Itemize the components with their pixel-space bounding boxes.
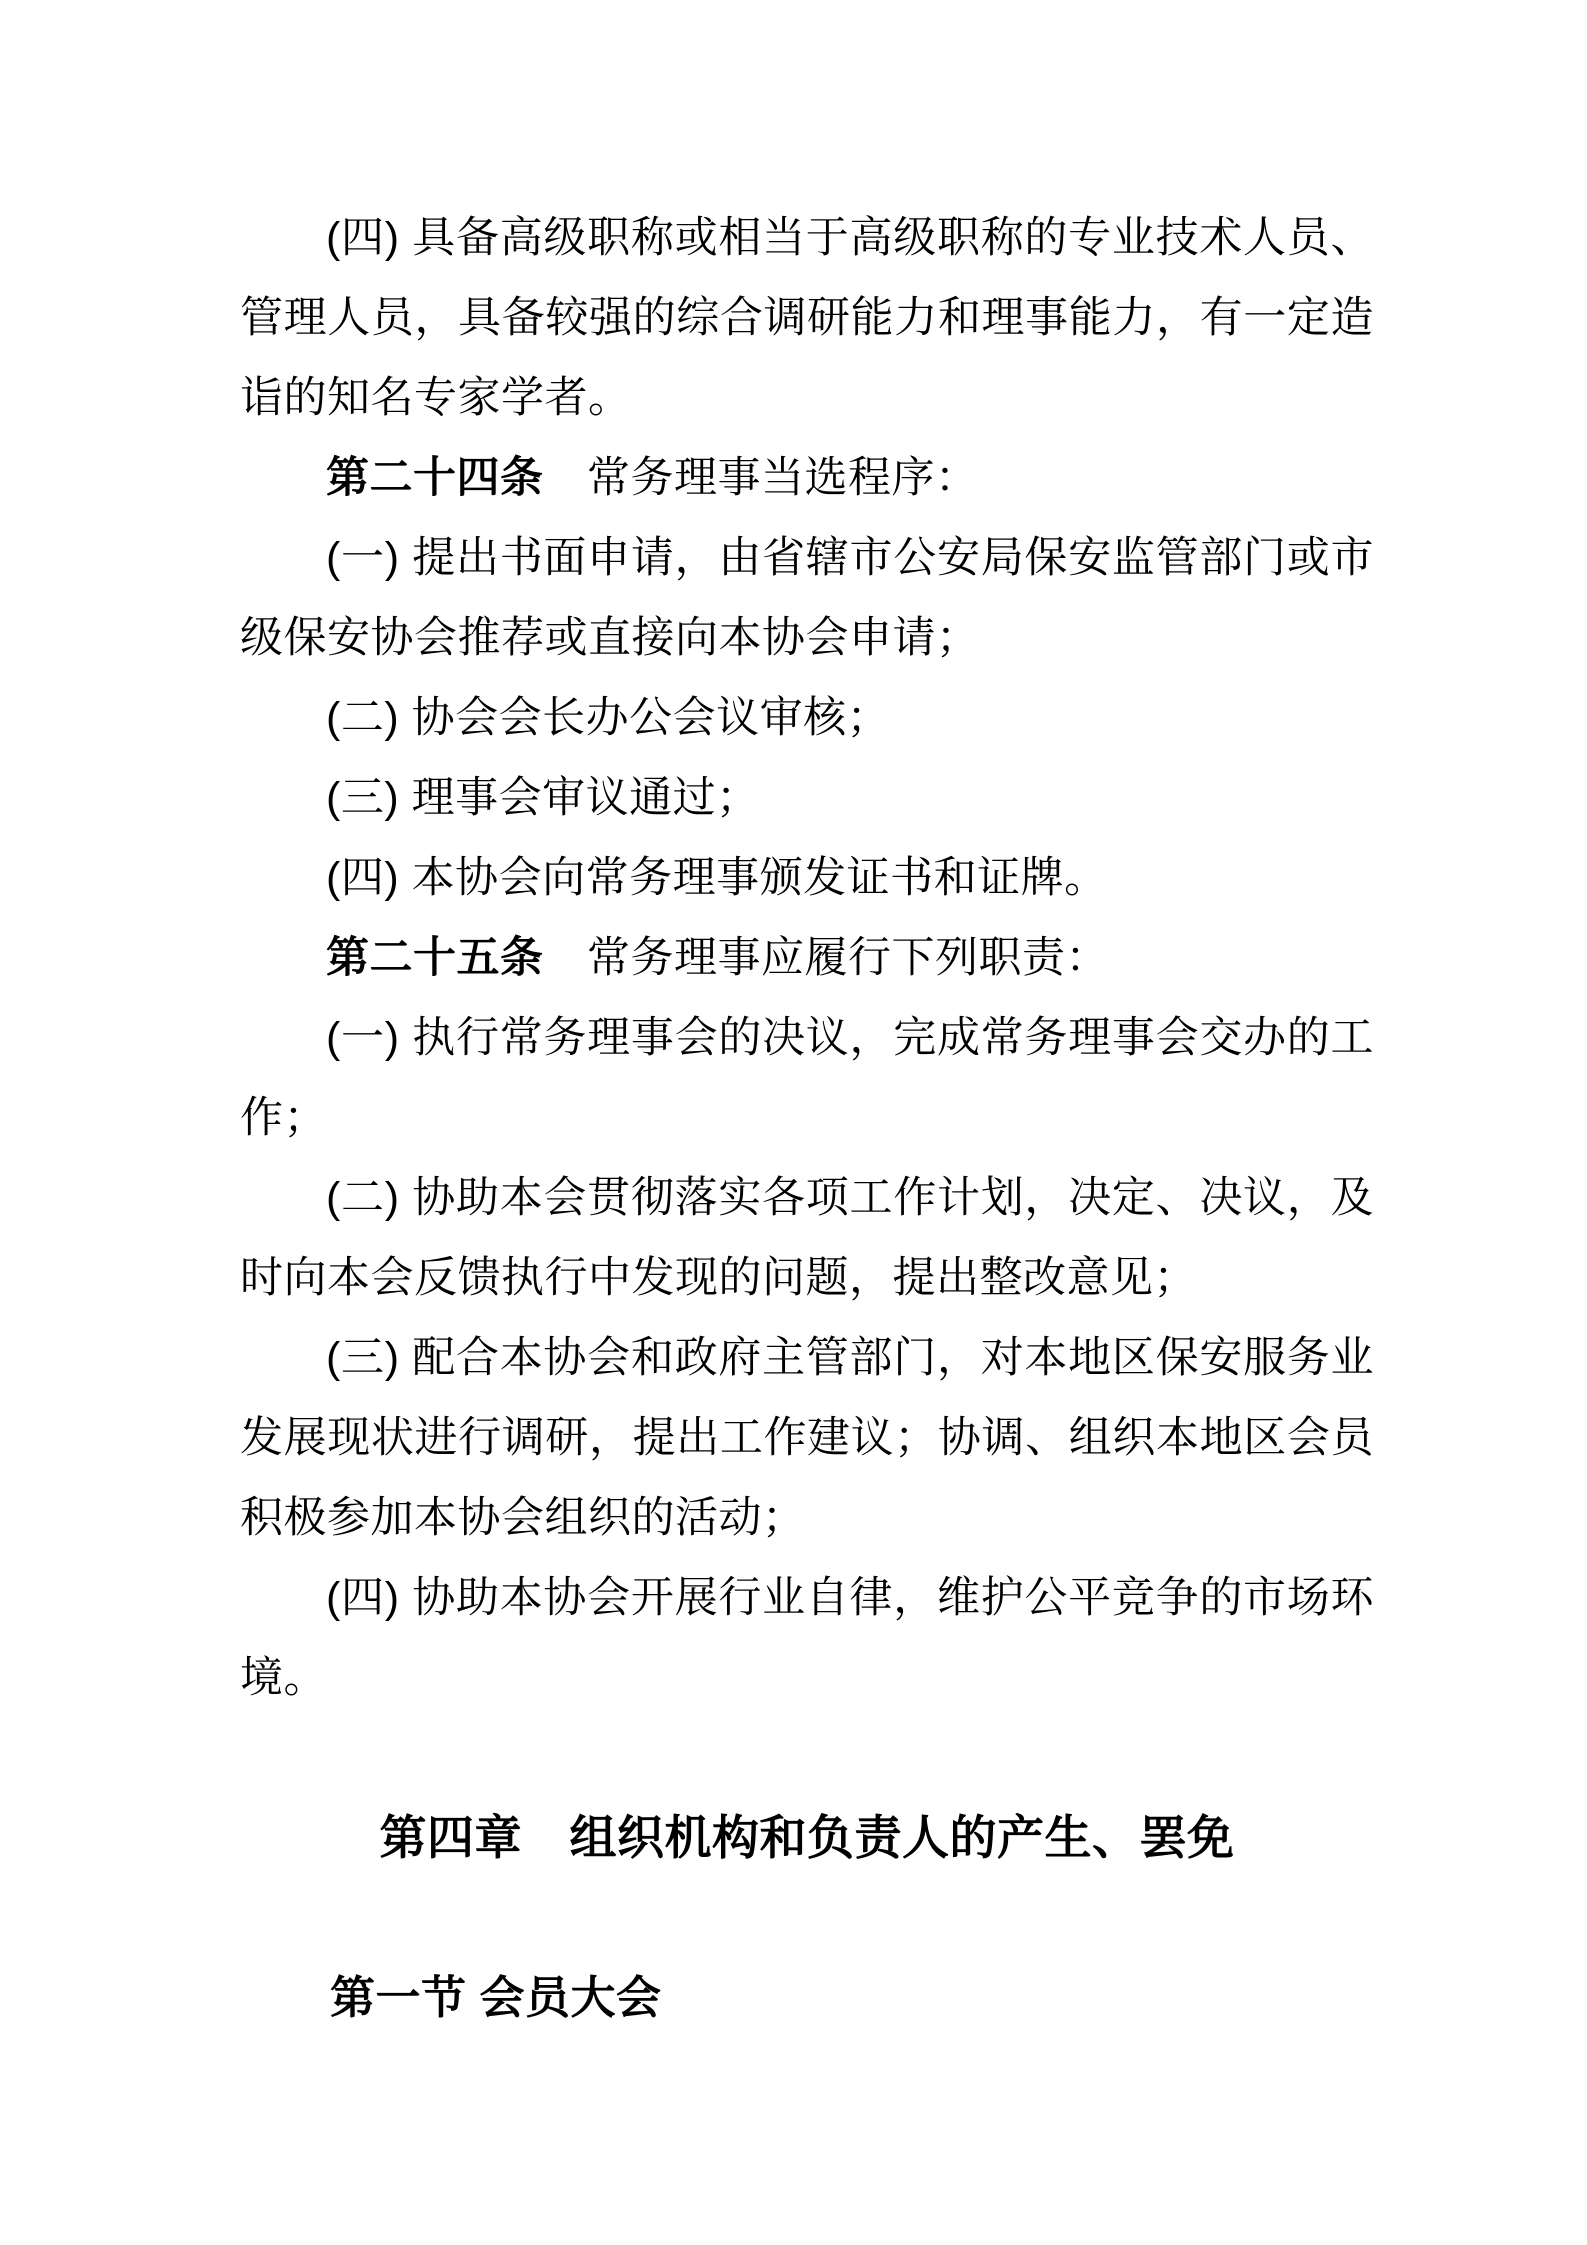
article-paragraph-24 [240,438,1374,518]
clause-paragraph-24-item3: (三) 理事会审议通过； [326,774,760,822]
section-heading: 第一节 会员大会 [330,1972,662,2023]
chapter-title: 组织机构和负责人的产生、罢免 [522,1811,1235,1864]
clause-paragraph-25-item2: (二) 协助本会贯彻落实各项工作计划，决定、决议，及时向本会反馈执行中发现的问题，提出整改意见； [240,1174,1374,1302]
clause-paragraph-24-item2: (二) 协会会长办公会议审核； [326,694,891,742]
article-paragraph-25 [240,918,1374,998]
article-title-24: 常务理事当选程序： [543,454,979,502]
article-number-24: 第二十四条 [326,454,544,502]
clause-paragraph-24-item1: (一) 提出书面申请，由省辖市公安局保安监管部门或市级保安协会推荐或直接向本协会申请； [240,534,1374,662]
document-body [240,198,1374,2038]
clause-paragraph-24-item4: (四) 本协会向常务理事颁发证书和证牌。 [326,854,1108,902]
clause-paragraph-25-item3: (三) 配合本协会和政府主管部门，对本地区保安服务业发展现状进行调研，提出工作建议；协调、组织本地区会员积极参加本协会组织的活动； [240,1334,1374,1542]
clause-paragraph-24-prefix-item4: (四) 具备高级职称或相当于高级职称的专业技术人员、管理人员，具备较强的综合调研能力和理事能力，有一定造诣的知名专家学者。 [240,214,1374,422]
article-number-25: 第二十五条 [326,934,544,982]
clause-paragraph-25-item4: (四) 协助本协会开展行业自律，维护公平竞争的市场环境。 [240,1574,1374,1702]
clause-paragraph-25-item1: (一) 执行常务理事会的决议，完成常务理事会交办的工作； [240,1014,1374,1142]
chapter-number: 第四章 [379,1811,522,1864]
chapter-heading [240,1798,1374,1878]
article-title-25: 常务理事应履行下列职责： [543,934,1109,982]
